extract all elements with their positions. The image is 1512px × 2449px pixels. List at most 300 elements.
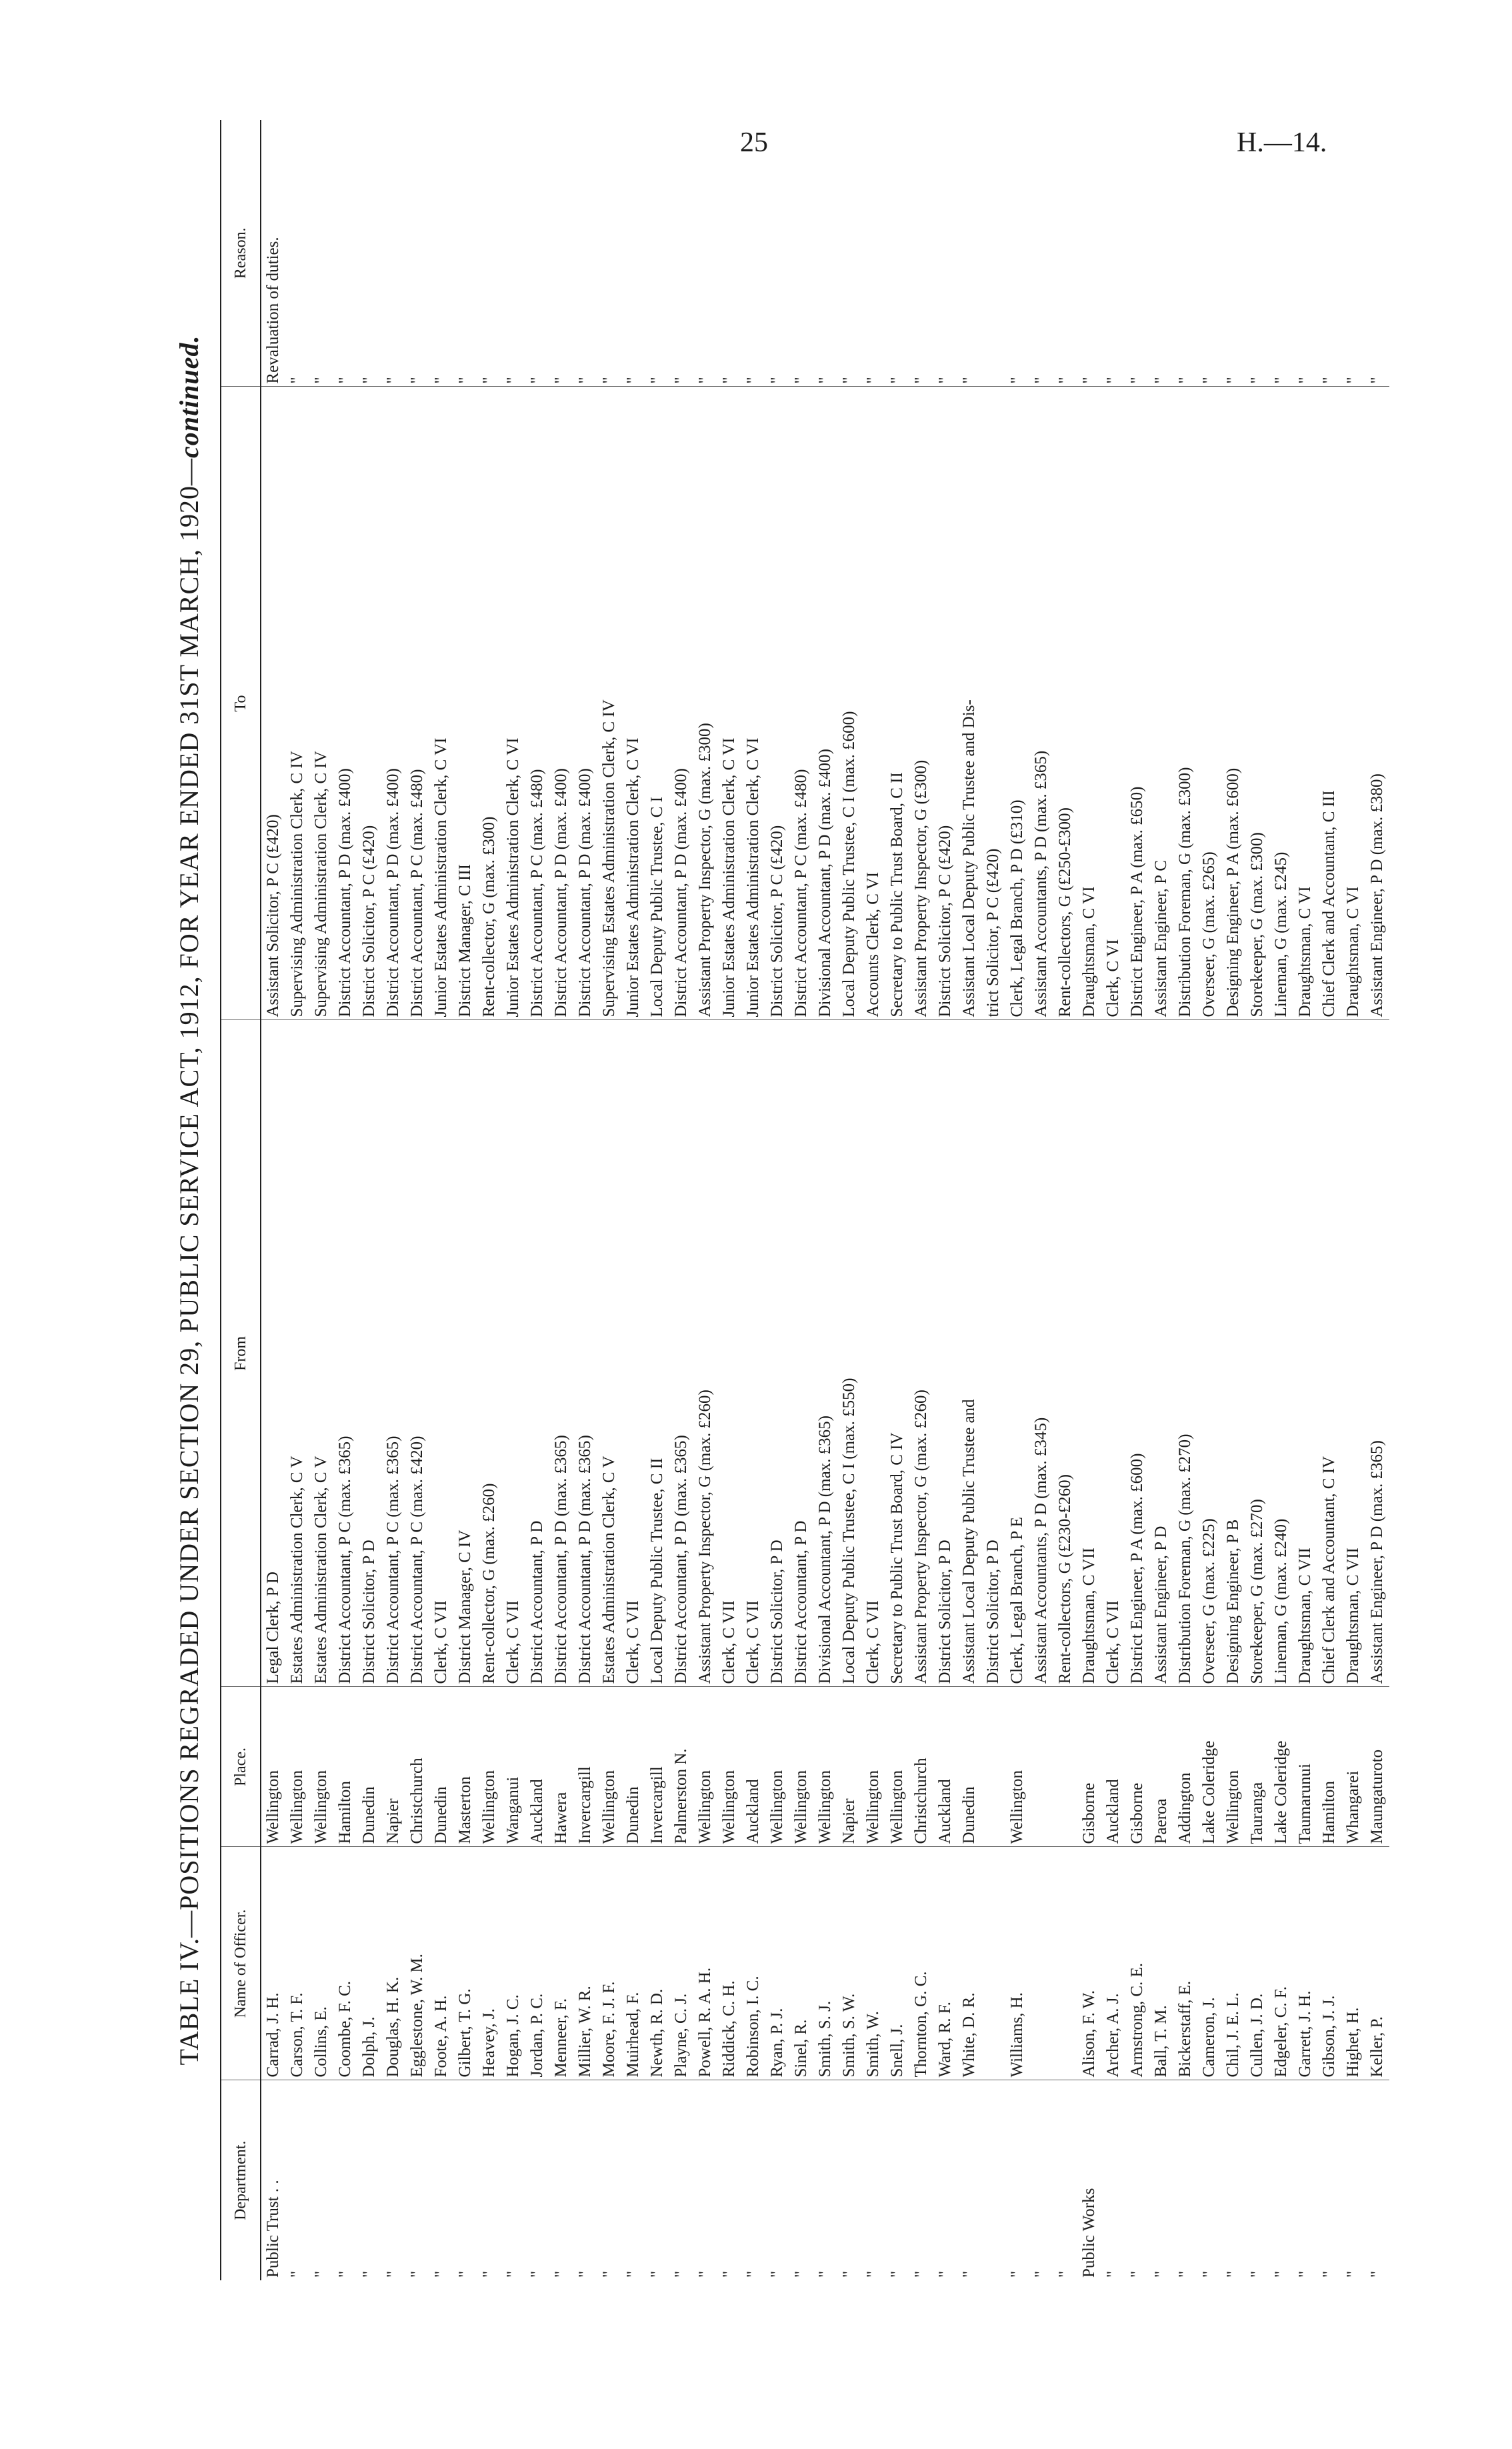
cell-name: Dolph, J. bbox=[357, 1847, 381, 2080]
cell-to: Clerk, C VI bbox=[1101, 387, 1125, 1020]
cell-name: Collins, E. bbox=[309, 1847, 333, 2080]
cell-dept: " bbox=[1272, 2270, 1290, 2278]
table-title bbox=[173, 120, 205, 2280]
cell-to: District Solicitor, P C (£420) bbox=[357, 387, 381, 1020]
cell-dept: " bbox=[936, 2270, 954, 2278]
cell-name: Williams, H. bbox=[1005, 1847, 1029, 2080]
cell-dept: " bbox=[1104, 2270, 1122, 2278]
cell-from: Distribution Foreman, G (max. £270) bbox=[1173, 1020, 1197, 1687]
cell-from: Assistant Local Deputy Public Trustee and bbox=[957, 1020, 981, 1687]
cell-place: Tauranga bbox=[1245, 1687, 1269, 1847]
cell-place bbox=[1029, 1687, 1053, 1847]
cell-reason: " bbox=[1317, 120, 1341, 387]
cell-reason: " bbox=[885, 120, 909, 387]
cell-to: District Accountant, P C (max. £480) bbox=[789, 387, 813, 1020]
cell-from: District Accountant, P D (max. £365) bbox=[669, 1020, 693, 1687]
cell-name: Smith, S. J. bbox=[813, 1847, 837, 2080]
table-row bbox=[1245, 120, 1269, 2280]
cell-reason: " bbox=[525, 120, 549, 387]
cell-to: Overseer, G (max. £265) bbox=[1197, 387, 1221, 1020]
table-row bbox=[1173, 120, 1197, 2280]
cell-place: Lake Coleridge bbox=[1269, 1687, 1293, 1847]
cell-from: District Accountant, P D (max. £365) bbox=[573, 1020, 597, 1687]
cell-to: Secretary to Public Trust Board, C II bbox=[885, 387, 909, 1020]
cell-name: Gibson, J. J. bbox=[1317, 1847, 1341, 2080]
table-row bbox=[621, 120, 645, 2280]
cell-to: Junior Estates Administration Clerk, C VI bbox=[501, 387, 525, 1020]
col-header-reason: Reason. bbox=[221, 120, 261, 387]
table-row bbox=[1125, 120, 1149, 2280]
table-row bbox=[789, 120, 813, 2280]
cell-place: Wellington bbox=[885, 1687, 909, 1847]
cell-to: District Accountant, P D (max. £400) bbox=[669, 387, 693, 1020]
cell-name: Garrett, J. H. bbox=[1293, 1847, 1317, 2080]
cell-to: Designing Engineer, P A (max. £600) bbox=[1221, 387, 1245, 1020]
table-row bbox=[1365, 120, 1389, 2280]
cell-dept: " bbox=[672, 2270, 690, 2278]
cell-from: Assistant Accountants, P D (max. £345) bbox=[1029, 1020, 1053, 1687]
cell-name: Thornton, G. C. bbox=[909, 1847, 933, 2080]
cell-from: District Solicitor, P D bbox=[933, 1020, 957, 1687]
cell-reason: " bbox=[1053, 120, 1077, 387]
table-row bbox=[357, 120, 381, 2280]
table-row bbox=[1221, 120, 1245, 2280]
cell-place: Wellington bbox=[789, 1687, 813, 1847]
cell-place: Auckland bbox=[1101, 1687, 1125, 1847]
cell-from: District Accountant, P C (max. £365) bbox=[333, 1020, 357, 1687]
cell-to: Supervising Estates Administration Clerk, C IV bbox=[597, 387, 621, 1020]
cell-to: Junior Estates Administration Clerk, C VI bbox=[429, 387, 453, 1020]
cell-from: District Solicitor, P D bbox=[357, 1020, 381, 1687]
cell-to: Assistant Local Deputy Public Trustee and Dis- bbox=[957, 387, 981, 1020]
table-row bbox=[573, 120, 597, 2280]
cell-name: Muirhead, F. bbox=[621, 1847, 645, 2080]
cell-to: Lineman, G (max. £245) bbox=[1269, 387, 1293, 1020]
cell-reason: " bbox=[1341, 120, 1365, 387]
col-header-name: Name of Officer. bbox=[221, 1847, 261, 2080]
cell-name: Keller, P. bbox=[1365, 1847, 1389, 2080]
cell-name: Menneer, F. bbox=[549, 1847, 573, 2080]
cell-to: Storekeeper, G (max. £300) bbox=[1245, 387, 1269, 1020]
cell-name: Moore, F. J. F. bbox=[597, 1847, 621, 2080]
table-row bbox=[1005, 120, 1029, 2280]
cell-from: Clerk, C VII bbox=[741, 1020, 765, 1687]
cell-place bbox=[981, 1687, 1005, 1847]
cell-from: Assistant Property Inspector, G (max. £260) bbox=[909, 1020, 933, 1687]
cell-to: Supervising Administration Clerk, C IV bbox=[285, 387, 309, 1020]
table-row bbox=[285, 120, 309, 2280]
cell-to: Clerk, Legal Branch, P D (£310) bbox=[1005, 387, 1029, 1020]
cell-reason: " bbox=[789, 120, 813, 387]
cell-dept: " bbox=[600, 2270, 618, 2278]
cell-dept: " bbox=[840, 2270, 858, 2278]
cell-reason: " bbox=[501, 120, 525, 387]
cell-to: Divisional Accountant, P D (max. £400) bbox=[813, 387, 837, 1020]
cell-reason: " bbox=[309, 120, 333, 387]
cell-from: Estates Administration Clerk, C V bbox=[285, 1020, 309, 1687]
cell-dept: " bbox=[1008, 2270, 1026, 2278]
cell-place: Napier bbox=[381, 1687, 405, 1847]
cell-name: Sinel, R. bbox=[789, 1847, 813, 2080]
cell-reason: " bbox=[381, 120, 405, 387]
cell-from: Draughtsman, C VII bbox=[1293, 1020, 1317, 1687]
cell-from: Estates Administration Clerk, C V bbox=[309, 1020, 333, 1687]
cell-name bbox=[1053, 1847, 1077, 2080]
cell-to: Assistant Engineer, P D (max. £380) bbox=[1365, 387, 1389, 1020]
table-row bbox=[765, 120, 789, 2280]
cell-dept: " bbox=[384, 2270, 402, 2278]
cell-from: Draughtsman, C VII bbox=[1077, 1020, 1101, 1687]
cell-name bbox=[1029, 1847, 1053, 2080]
table-row bbox=[405, 120, 429, 2280]
cell-place: Wellington bbox=[597, 1687, 621, 1847]
cell-place: Auckland bbox=[933, 1687, 957, 1847]
cell-place: Wellington bbox=[1221, 1687, 1245, 1847]
cell-dept: " bbox=[1368, 2270, 1386, 2278]
cell-from: Local Deputy Public Trustee, C I (max. £550) bbox=[837, 1020, 861, 1687]
cell-place: Gisborne bbox=[1077, 1687, 1101, 1847]
cell-name: Foote, A. H. bbox=[429, 1847, 453, 2080]
cell-reason: " bbox=[357, 120, 381, 387]
cell-to: Junior Estates Administration Clerk, C VI bbox=[717, 387, 741, 1020]
cell-place: Wellington bbox=[309, 1687, 333, 1847]
cell-reason bbox=[981, 120, 1005, 387]
table-row bbox=[741, 120, 765, 2280]
cell-name: Douglas, H. K. bbox=[381, 1847, 405, 2080]
cell-dept: Public Works bbox=[1080, 2188, 1098, 2278]
cell-to: Assistant Solicitor, P C (£420) bbox=[261, 387, 285, 1020]
cell-reason: " bbox=[285, 120, 309, 387]
cell-reason: " bbox=[813, 120, 837, 387]
page-number: 25 bbox=[740, 127, 768, 158]
table-row bbox=[693, 120, 717, 2280]
cell-dept: " bbox=[1224, 2270, 1242, 2278]
cell-from: Overseer, G (max. £225) bbox=[1197, 1020, 1221, 1687]
cell-place: Dunedin bbox=[429, 1687, 453, 1847]
cell-from: Clerk, C VII bbox=[717, 1020, 741, 1687]
table-title-continued: continued. bbox=[174, 335, 204, 458]
cell-reason: " bbox=[405, 120, 429, 387]
cell-place: Dunedin bbox=[957, 1687, 981, 1847]
cell-reason: " bbox=[477, 120, 501, 387]
cell-reason: " bbox=[1077, 120, 1101, 387]
cell-reason: " bbox=[1293, 120, 1317, 387]
cell-to: Local Deputy Public Trustee, C I (max. £600) bbox=[837, 387, 861, 1020]
cell-name: Edgeler, C. F. bbox=[1269, 1847, 1293, 2080]
cell-dept: " bbox=[792, 2270, 810, 2278]
cell-from: District Accountant, P D bbox=[789, 1020, 813, 1687]
cell-place: Wellington bbox=[693, 1687, 717, 1847]
cell-to: trict Solicitor, P C (£420) bbox=[981, 387, 1005, 1020]
col-header-department: Department. bbox=[221, 2080, 261, 2280]
cell-place: Christchurch bbox=[909, 1687, 933, 1847]
cell-dept: " bbox=[360, 2270, 378, 2278]
table-header-row bbox=[221, 120, 261, 2280]
cell-reason: " bbox=[333, 120, 357, 387]
table-row bbox=[477, 120, 501, 2280]
cell-name: Ball, T. M. bbox=[1149, 1847, 1173, 2080]
cell-place: Dunedin bbox=[621, 1687, 645, 1847]
cell-dept: " bbox=[696, 2270, 714, 2278]
cell-from: Clerk, Legal Branch, P E bbox=[1005, 1020, 1029, 1687]
cell-from: District Accountant, P D (max. £365) bbox=[549, 1020, 573, 1687]
cell-to: District Accountant, P D (max. £400) bbox=[381, 387, 405, 1020]
cell-dept: " bbox=[552, 2270, 570, 2278]
cell-place: Whangarei bbox=[1341, 1687, 1365, 1847]
cell-place: Hamilton bbox=[333, 1687, 357, 1847]
cell-place: Palmerston N. bbox=[669, 1687, 693, 1847]
cell-reason: " bbox=[573, 120, 597, 387]
cell-place: Addington bbox=[1173, 1687, 1197, 1847]
table-row bbox=[909, 120, 933, 2280]
cell-dept: " bbox=[528, 2270, 546, 2278]
table-row bbox=[813, 120, 837, 2280]
cell-place: Paeroa bbox=[1149, 1687, 1173, 1847]
cell-reason: " bbox=[1365, 120, 1389, 387]
cell-name: Riddick, C. H. bbox=[717, 1847, 741, 2080]
cell-reason: " bbox=[957, 120, 981, 387]
cell-to: Rent-collectors, G (£250-£300) bbox=[1053, 387, 1077, 1020]
cell-place: Napier bbox=[837, 1687, 861, 1847]
cell-from: District Solicitor, P D bbox=[765, 1020, 789, 1687]
table-row bbox=[1293, 120, 1317, 2280]
cell-place: Maungaturoto bbox=[1365, 1687, 1389, 1847]
table-row bbox=[645, 120, 669, 2280]
cell-to: Rent-collector, G (max. £300) bbox=[477, 387, 501, 1020]
cell-dept: " bbox=[456, 2270, 474, 2278]
cell-dept: " bbox=[744, 2270, 762, 2278]
cell-dept: " bbox=[888, 2270, 906, 2278]
cell-to: District Engineer, P A (max. £650) bbox=[1125, 387, 1149, 1020]
cell-reason: " bbox=[909, 120, 933, 387]
cell-reason: " bbox=[669, 120, 693, 387]
cell-from: Assistant Property Inspector, G (max. £260) bbox=[693, 1020, 717, 1687]
cell-place: Dunedin bbox=[357, 1687, 381, 1847]
cell-place: Taumarunui bbox=[1293, 1687, 1317, 1847]
cell-to: District Manager, C III bbox=[453, 387, 477, 1020]
table-row bbox=[981, 120, 1005, 2280]
cell-from: Designing Engineer, P B bbox=[1221, 1020, 1245, 1687]
table-row bbox=[597, 120, 621, 2280]
cell-name: Playne, C. J. bbox=[669, 1847, 693, 2080]
cell-reason: " bbox=[453, 120, 477, 387]
cell-dept: " bbox=[312, 2270, 330, 2278]
cell-from: District Engineer, P A (max. £600) bbox=[1125, 1020, 1149, 1687]
cell-dept: " bbox=[1176, 2270, 1194, 2278]
cell-from: District Manager, C IV bbox=[453, 1020, 477, 1687]
cell-reason: " bbox=[597, 120, 621, 387]
cell-reason: " bbox=[429, 120, 453, 387]
cell-to: District Accountant, P D (max. £400) bbox=[549, 387, 573, 1020]
cell-to: District Accountant, P C (max. £480) bbox=[405, 387, 429, 1020]
table-row bbox=[453, 120, 477, 2280]
cell-dept: " bbox=[1128, 2270, 1146, 2278]
table-row bbox=[1077, 120, 1101, 2280]
cell-place: Wellington bbox=[285, 1687, 309, 1847]
cell-reason: Revaluation of duties. bbox=[261, 120, 285, 387]
cell-to: Assistant Accountants, P D (max. £365) bbox=[1029, 387, 1053, 1020]
table-title-main: TABLE IV.—POSITIONS REGRADED UNDER SECTION 29, PUBLIC SERVICE ACT, 1912, FOR YEAR ENDED 31ST MARCH, 1920— bbox=[174, 457, 204, 2066]
cell-reason: " bbox=[837, 120, 861, 387]
cell-to: District Solicitor, P C (£420) bbox=[765, 387, 789, 1020]
cell-name: Archer, A. J. bbox=[1101, 1847, 1125, 2080]
cell-place: Lake Coleridge bbox=[1197, 1687, 1221, 1847]
cell-to: Draughtsman, C VI bbox=[1341, 387, 1365, 1020]
cell-reason: " bbox=[741, 120, 765, 387]
cell-to: Assistant Property Inspector, G (£300) bbox=[909, 387, 933, 1020]
cell-to: Accounts Clerk, C VI bbox=[861, 387, 885, 1020]
cell-reason: " bbox=[1149, 120, 1173, 387]
cell-reason: " bbox=[1005, 120, 1029, 387]
cell-name: Ward, R. F. bbox=[933, 1847, 957, 2080]
table-row bbox=[861, 120, 885, 2280]
cell-place: Wellington bbox=[861, 1687, 885, 1847]
cell-from: Clerk, C VII bbox=[1101, 1020, 1125, 1687]
cell-place: Christchurch bbox=[405, 1687, 429, 1847]
table-row bbox=[1053, 120, 1077, 2280]
cell-dept: " bbox=[1056, 2270, 1074, 2278]
cell-reason: " bbox=[1197, 120, 1221, 387]
document-code: H.—14. bbox=[1237, 127, 1327, 158]
cell-reason: " bbox=[765, 120, 789, 387]
cell-name bbox=[981, 1847, 1005, 2080]
rotated-table-region bbox=[173, 120, 1407, 2280]
cell-from: Secretary to Public Trust Board, C IV bbox=[885, 1020, 909, 1687]
cell-place: Auckland bbox=[525, 1687, 549, 1847]
cell-from: District Accountant, P D bbox=[525, 1020, 549, 1687]
cell-name: Coombe, F. C. bbox=[333, 1847, 357, 2080]
cell-name: White, D. R. bbox=[957, 1847, 981, 2080]
cell-reason: " bbox=[861, 120, 885, 387]
cell-dept: " bbox=[1152, 2270, 1170, 2278]
cell-dept: " bbox=[624, 2270, 642, 2278]
col-header-to: To bbox=[221, 387, 261, 1020]
cell-dept: Public Trust . . bbox=[264, 2180, 282, 2278]
table-row bbox=[261, 120, 285, 2280]
cell-reason: " bbox=[1029, 120, 1053, 387]
cell-place: Wellington bbox=[261, 1687, 285, 1847]
cell-name: Newth, R. D. bbox=[645, 1847, 669, 2080]
cell-to: District Accountant, P D (max. £400) bbox=[573, 387, 597, 1020]
cell-place: Gisborne bbox=[1125, 1687, 1149, 1847]
table-body bbox=[261, 120, 1389, 2280]
cell-dept bbox=[981, 2080, 1005, 2280]
cell-from: Divisional Accountant, P D (max. £365) bbox=[813, 1020, 837, 1687]
table-row bbox=[1317, 120, 1341, 2280]
cell-place: Hawera bbox=[549, 1687, 573, 1847]
cell-place: Wellington bbox=[813, 1687, 837, 1847]
cell-name: Heavey, J. bbox=[477, 1847, 501, 2080]
table-row bbox=[381, 120, 405, 2280]
table-row bbox=[309, 120, 333, 2280]
table-row bbox=[957, 120, 981, 2280]
cell-name: Robinson, I. C. bbox=[741, 1847, 765, 2080]
table-row bbox=[525, 120, 549, 2280]
cell-to: Distribution Foreman, G (max. £300) bbox=[1173, 387, 1197, 1020]
cell-name: Highet, H. bbox=[1341, 1847, 1365, 2080]
cell-reason: " bbox=[1101, 120, 1125, 387]
cell-name: Gilbert, T. G. bbox=[453, 1847, 477, 2080]
cell-dept: " bbox=[768, 2270, 786, 2278]
cell-to: Draughtsman, C VI bbox=[1293, 387, 1317, 1020]
cell-reason: " bbox=[933, 120, 957, 387]
cell-reason: " bbox=[1125, 120, 1149, 387]
cell-to: Chief Clerk and Accountant, C III bbox=[1317, 387, 1341, 1020]
cell-dept: " bbox=[1296, 2270, 1314, 2278]
cell-to: Junior Estates Administration Clerk, C VI bbox=[621, 387, 645, 1020]
cell-name: Snell, J. bbox=[885, 1847, 909, 2080]
cell-dept: " bbox=[1344, 2270, 1362, 2278]
cell-name: Egglestone, W. M. bbox=[405, 1847, 429, 2080]
table-row bbox=[333, 120, 357, 2280]
cell-name: Cameron, J. bbox=[1197, 1847, 1221, 2080]
cell-reason: " bbox=[1173, 120, 1197, 387]
table-row bbox=[1149, 120, 1173, 2280]
cell-from: Lineman, G (max. £240) bbox=[1269, 1020, 1293, 1687]
cell-place: Wanganui bbox=[501, 1687, 525, 1847]
table-row bbox=[1269, 120, 1293, 2280]
cell-from: Rent-collector, G (max. £260) bbox=[477, 1020, 501, 1687]
col-header-from: From bbox=[221, 1020, 261, 1687]
cell-from: District Accountant, P C (max. £420) bbox=[405, 1020, 429, 1687]
cell-place bbox=[1053, 1687, 1077, 1847]
cell-dept: " bbox=[480, 2270, 498, 2278]
cell-from: Estates Administration Clerk, C V bbox=[597, 1020, 621, 1687]
cell-reason: " bbox=[1245, 120, 1269, 387]
cell-place: Wellington bbox=[1005, 1687, 1029, 1847]
cell-name: Jordan, P. C. bbox=[525, 1847, 549, 2080]
cell-name: Ryan, P. J. bbox=[765, 1847, 789, 2080]
table-row bbox=[885, 120, 909, 2280]
cell-reason: " bbox=[693, 120, 717, 387]
cell-reason: " bbox=[1269, 120, 1293, 387]
table-row bbox=[669, 120, 693, 2280]
cell-to: Junior Estates Administration Clerk, C VI bbox=[741, 387, 765, 1020]
cell-to: Supervising Administration Clerk, C IV bbox=[309, 387, 333, 1020]
cell-to: Assistant Engineer, P C bbox=[1149, 387, 1173, 1020]
cell-place: Masterton bbox=[453, 1687, 477, 1847]
cell-name: Carrad, J. H. bbox=[261, 1847, 285, 2080]
cell-name: Powell, R. A. H. bbox=[693, 1847, 717, 2080]
cell-place: Auckland bbox=[741, 1687, 765, 1847]
cell-from: Clerk, C VII bbox=[621, 1020, 645, 1687]
table-row bbox=[837, 120, 861, 2280]
cell-name: Armstrong, C. E. bbox=[1125, 1847, 1149, 2080]
cell-reason: " bbox=[717, 120, 741, 387]
cell-reason: " bbox=[621, 120, 645, 387]
cell-from: Rent-collectors, G (£230-£260) bbox=[1053, 1020, 1077, 1687]
cell-dept: " bbox=[288, 2270, 306, 2278]
cell-dept: " bbox=[336, 2270, 354, 2278]
cell-name: Carson, T. F. bbox=[285, 1847, 309, 2080]
cell-to: District Accountant, P C (max. £480) bbox=[525, 387, 549, 1020]
table-row bbox=[717, 120, 741, 2280]
col-header-place: Place. bbox=[221, 1687, 261, 1847]
cell-name: Smith, W. bbox=[861, 1847, 885, 2080]
cell-dept: " bbox=[816, 2270, 834, 2278]
cell-dept: " bbox=[504, 2270, 522, 2278]
cell-dept: " bbox=[648, 2270, 666, 2278]
cell-name: Hogan, J. C. bbox=[501, 1847, 525, 2080]
cell-dept: " bbox=[912, 2270, 930, 2278]
cell-from: Local Deputy Public Trustee, C II bbox=[645, 1020, 669, 1687]
cell-to: District Accountant, P D (max. £400) bbox=[333, 387, 357, 1020]
cell-from: Clerk, C VII bbox=[429, 1020, 453, 1687]
cell-reason: " bbox=[549, 120, 573, 387]
cell-to: Assistant Property Inspector, G (max. £300) bbox=[693, 387, 717, 1020]
cell-place: Invercargill bbox=[645, 1687, 669, 1847]
cell-name: Cullen, J. D. bbox=[1245, 1847, 1269, 2080]
